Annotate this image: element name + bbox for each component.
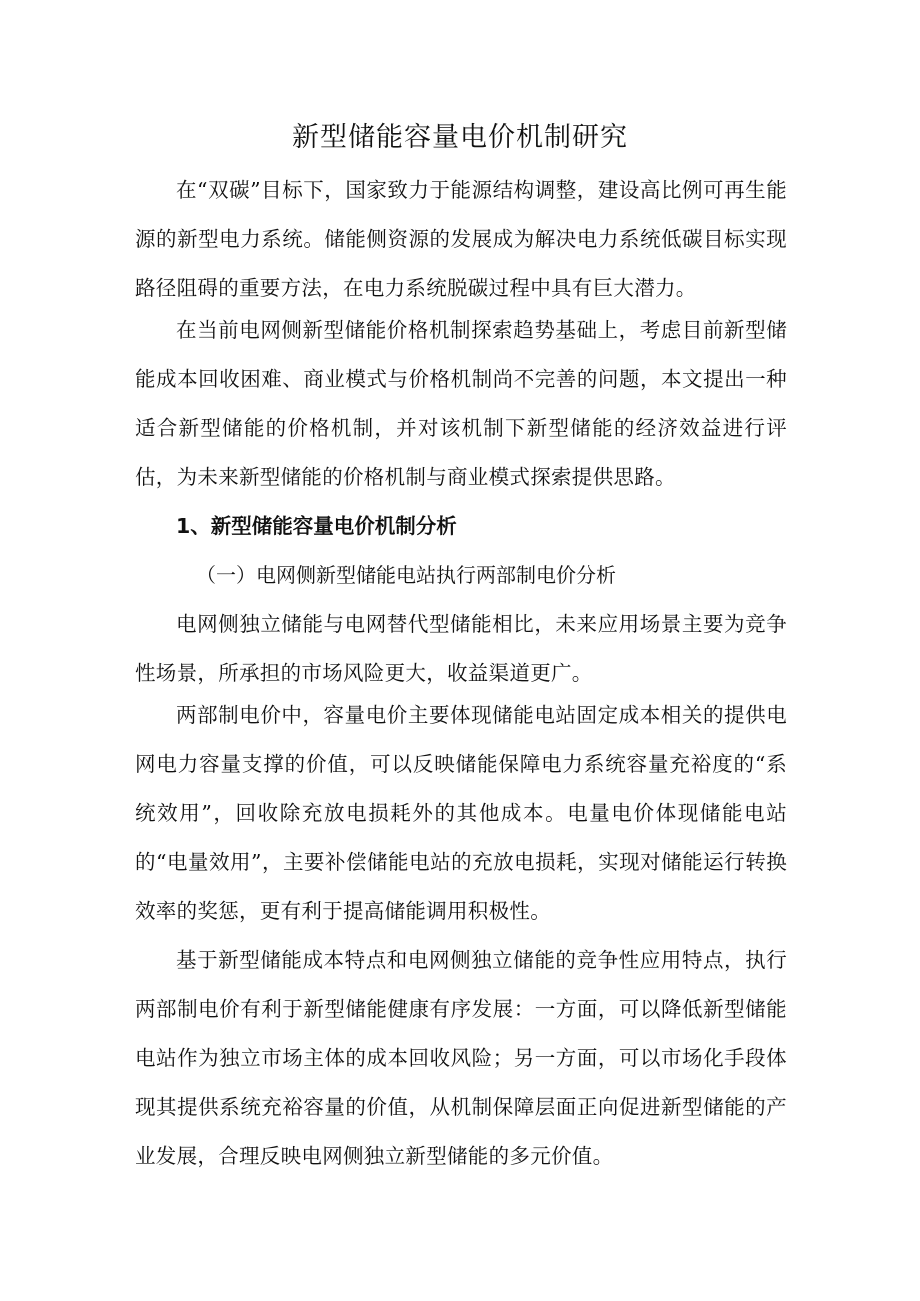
section-paragraph-2: 两部制电价中，容量电价主要体现储能电站固定成本相关的提供电网电力容量支撑的价值，可以反映储能保障电力系统容量充裕度的“系统效用”，回收除充放电损耗外的其他成本。电量电价体现储能电站的“电量效用”，主要补偿储能电站的充放电损耗，实现对储能运行转换效率的奖惩，更有利于提高储能调用积极性。 (135, 703, 787, 923)
section-paragraph-1: 电网侧独立储能与电网替代型储能相比，未来应用场景主要为竞争性场景，所承担的市场风险更大，收益渠道更广。 (135, 612, 787, 685)
subsection-heading: （一）电网侧新型储能电站执行两部制电价分析 (196, 563, 616, 587)
section-heading: 1、新型储能容量电价机制分析 (176, 514, 457, 538)
section-paragraph-3: 基于新型储能成本特点和电网侧独立储能的竞争性应用特点，执行两部制电价有利于新型储能健康有序发展：一方面，可以降低新型储能电站作为独立市场主体的成本回收风险；另一方面，可以市场化手段体现其提供系统充裕容量的价值，从机制保障层面正向促进新型储能的产业发展，合理反映电网侧独立新型储能的多元价值。 (135, 948, 787, 1168)
document-title: 新型储能容量电价机制研究 (292, 122, 628, 153)
intro-paragraph-1: 在“双碳”目标下，国家致力于能源结构调整，建设高比例可再生能源的新型电力系统。储能侧资源的发展成为解决电力系统低碳目标实现路径阻碍的重要方法，在电力系统脱碳过程中具有巨大潜力。 (135, 178, 787, 300)
intro-paragraph-2: 在当前电网侧新型储能价格机制探索趋势基础上，考虑目前新型储能成本回收困难、商业模式与价格机制尚不完善的问题，本文提出一种适合新型储能的价格机制，并对该机制下新型储能的经济效益进行评估，为未来新型储能的价格机制与商业模式探索提供思路。 (135, 318, 787, 489)
